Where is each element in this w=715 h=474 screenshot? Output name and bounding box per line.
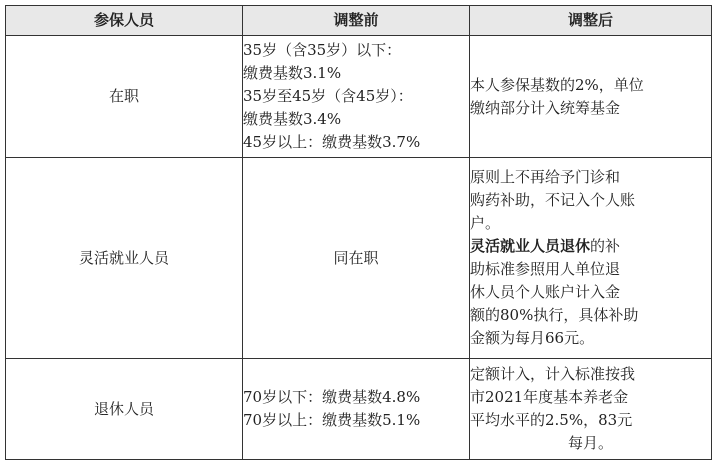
row-label: 在职 bbox=[6, 36, 243, 158]
emphasis-text: 灵活就业人员退休 bbox=[470, 237, 591, 255]
after-line: 户。 bbox=[470, 214, 501, 232]
after-line: 定额计入，计入标准按我 bbox=[470, 365, 636, 383]
after-line bbox=[470, 235, 711, 258]
after-line: 本人参保基数的2%，单位 bbox=[470, 75, 644, 94]
after-line: 额的80%执行，具体补助 bbox=[470, 306, 639, 324]
table-row bbox=[6, 36, 712, 158]
header-after: 调整后 bbox=[470, 6, 712, 36]
before-cell: 同在职 bbox=[243, 158, 470, 359]
after-line: 休人员个人账户计入金 bbox=[470, 283, 621, 301]
after-line: 购药补助，不记入个人账 bbox=[470, 191, 636, 209]
before-line: 缴费基数3.4% bbox=[243, 110, 342, 128]
insurance-adjustment-table bbox=[5, 5, 712, 460]
table-row bbox=[6, 158, 712, 359]
after-cell bbox=[470, 158, 712, 359]
before-line: 70岁以下：缴费基数4.8% bbox=[243, 388, 421, 406]
before-line: 35岁（含35岁）以下： bbox=[243, 41, 402, 59]
after-line: 原则上不再给予门诊和 bbox=[470, 168, 621, 186]
before-cell bbox=[243, 36, 470, 158]
after-cell bbox=[470, 36, 712, 158]
row-label: 灵活就业人员 bbox=[6, 158, 243, 359]
before-line: 45岁以上：缴费基数3.7% bbox=[243, 133, 421, 151]
after-line: 市2021年度基本养老金 bbox=[470, 388, 629, 406]
after-line: 每月。 bbox=[567, 434, 613, 452]
before-line: 70岁以上：缴费基数5.1% bbox=[243, 411, 421, 429]
table-row bbox=[6, 359, 712, 460]
after-text: 的补 bbox=[590, 237, 621, 255]
after-cell bbox=[470, 359, 712, 460]
before-line: 缴费基数3.1% bbox=[243, 64, 342, 82]
after-line: 助标准参照用人单位退 bbox=[470, 260, 621, 278]
table-header-row bbox=[6, 6, 712, 36]
row-label: 退休人员 bbox=[6, 359, 243, 460]
before-cell bbox=[243, 359, 470, 460]
after-line: 缴纳部分计入统筹基金 bbox=[470, 98, 621, 117]
header-before: 调整前 bbox=[243, 6, 470, 36]
after-line: 金额为每月66元。 bbox=[470, 329, 595, 347]
before-line: 35岁至45岁（含45岁）： bbox=[243, 87, 413, 105]
header-insured-type: 参保人员 bbox=[6, 6, 243, 36]
after-line: 平均水平的2.5%，83元 bbox=[470, 411, 633, 429]
